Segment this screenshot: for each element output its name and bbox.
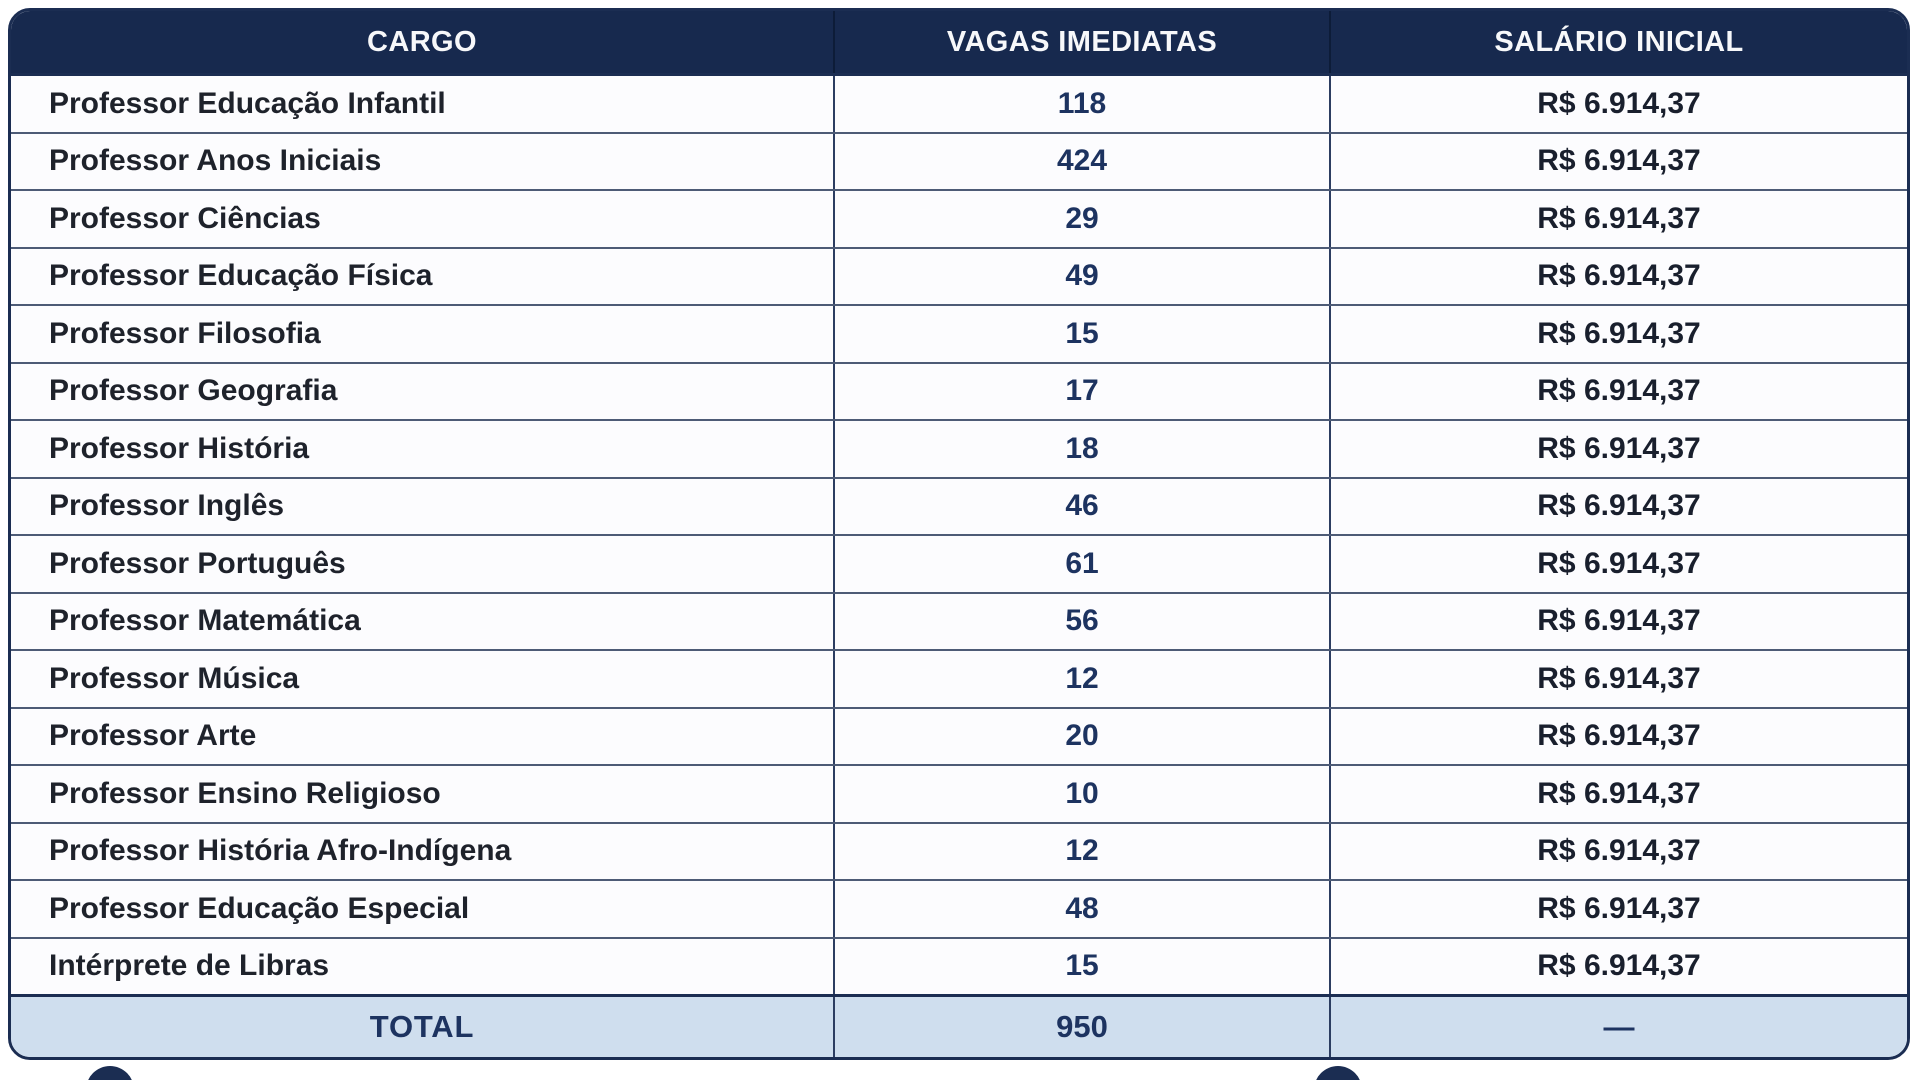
vagas-cell: 48: [833, 881, 1329, 937]
vagas-cell: 12: [833, 824, 1329, 880]
cargo-cell: Professor Educação Especial: [49, 891, 470, 925]
table-row: [11, 304, 1907, 362]
cargo-cell: Professor Matemática: [49, 604, 361, 638]
cargo-cell: Professor Educação Física: [49, 259, 433, 293]
cargo-cell: Professor Arte: [49, 719, 257, 753]
cargo-cell: Professor Ensino Religioso: [49, 776, 441, 810]
salario-cell: R$ 6.914,37: [1329, 364, 1907, 420]
vagas-cell: 15: [833, 306, 1329, 362]
vagas-cell: 17: [833, 364, 1329, 420]
cargo-cell: Professor História: [49, 431, 310, 465]
salario-cell: R$ 6.914,37: [1329, 306, 1907, 362]
salario-cell: R$ 6.914,37: [1329, 594, 1907, 650]
vagas-cell: 118: [833, 76, 1329, 132]
table-total-row: [11, 994, 1907, 1057]
cargo-cell: Professor Português: [49, 546, 346, 580]
salario-cell: R$ 6.914,37: [1329, 536, 1907, 592]
salario-cell: R$ 6.914,37: [1329, 881, 1907, 937]
vagas-cell: 10: [833, 766, 1329, 822]
column-header-vagas-imediatas: VAGAS IMEDIATAS: [833, 11, 1329, 73]
salario-cell: R$ 6.914,37: [1329, 766, 1907, 822]
table-row: [11, 477, 1907, 535]
table-row: [11, 764, 1907, 822]
bullet-circle-icon: [86, 1066, 134, 1080]
table-row: [11, 649, 1907, 707]
cargo-cell: Professor Ciências: [49, 201, 321, 235]
total-salario-dash: —: [1329, 997, 1907, 1057]
cargo-cell: Professor Anos Iniciais: [49, 144, 382, 178]
vagas-cell: 61: [833, 536, 1329, 592]
bullet-circle-icon: [1314, 1066, 1362, 1080]
salario-cell: R$ 6.914,37: [1329, 191, 1907, 247]
table-row: [11, 189, 1907, 247]
vagas-cell: 49: [833, 249, 1329, 305]
vacancy-table: [8, 8, 1910, 1060]
cargo-cell: Professor Inglês: [49, 489, 285, 523]
vagas-cell: 46: [833, 479, 1329, 535]
salario-cell: R$ 6.914,37: [1329, 479, 1907, 535]
cargo-cell: Professor Geografia: [49, 374, 338, 408]
column-header-cargo: CARGO: [367, 25, 477, 58]
salario-cell: R$ 6.914,37: [1329, 134, 1907, 190]
cargo-cell: Professor Música: [49, 661, 300, 695]
table-row: [11, 534, 1907, 592]
cargo-cell: Professor Educação Infantil: [49, 86, 446, 120]
table-row: [11, 362, 1907, 420]
total-label: TOTAL: [369, 1009, 475, 1044]
table-row: [11, 707, 1907, 765]
table-body: [11, 76, 1907, 994]
table-row: [11, 937, 1907, 995]
table-row: [11, 822, 1907, 880]
salario-cell: R$ 6.914,37: [1329, 709, 1907, 765]
salario-cell: R$ 6.914,37: [1329, 939, 1907, 995]
vagas-cell: 29: [833, 191, 1329, 247]
vagas-cell: 20: [833, 709, 1329, 765]
table-row: [11, 76, 1907, 132]
table-row: [11, 419, 1907, 477]
table-row: [11, 879, 1907, 937]
salario-cell: R$ 6.914,37: [1329, 651, 1907, 707]
vagas-cell: 424: [833, 134, 1329, 190]
vagas-cell: 12: [833, 651, 1329, 707]
vagas-cell: 18: [833, 421, 1329, 477]
salario-cell: R$ 6.914,37: [1329, 824, 1907, 880]
cargo-cell: Professor História Afro-Indígena: [49, 834, 512, 868]
salario-cell: R$ 6.914,37: [1329, 421, 1907, 477]
vagas-cell: 15: [833, 939, 1329, 995]
cargo-cell: Intérprete de Libras: [49, 949, 330, 983]
salario-cell: R$ 6.914,37: [1329, 76, 1907, 132]
total-vagas-value: 950: [833, 997, 1329, 1057]
column-header-salario-inicial: SALÁRIO INICIAL: [1329, 11, 1907, 73]
salario-cell: R$ 6.914,37: [1329, 249, 1907, 305]
table-row: [11, 247, 1907, 305]
table-row: [11, 592, 1907, 650]
cargo-cell: Professor Filosofia: [49, 316, 321, 350]
table-row: [11, 132, 1907, 190]
vagas-cell: 56: [833, 594, 1329, 650]
table-header-row: [11, 11, 1907, 76]
